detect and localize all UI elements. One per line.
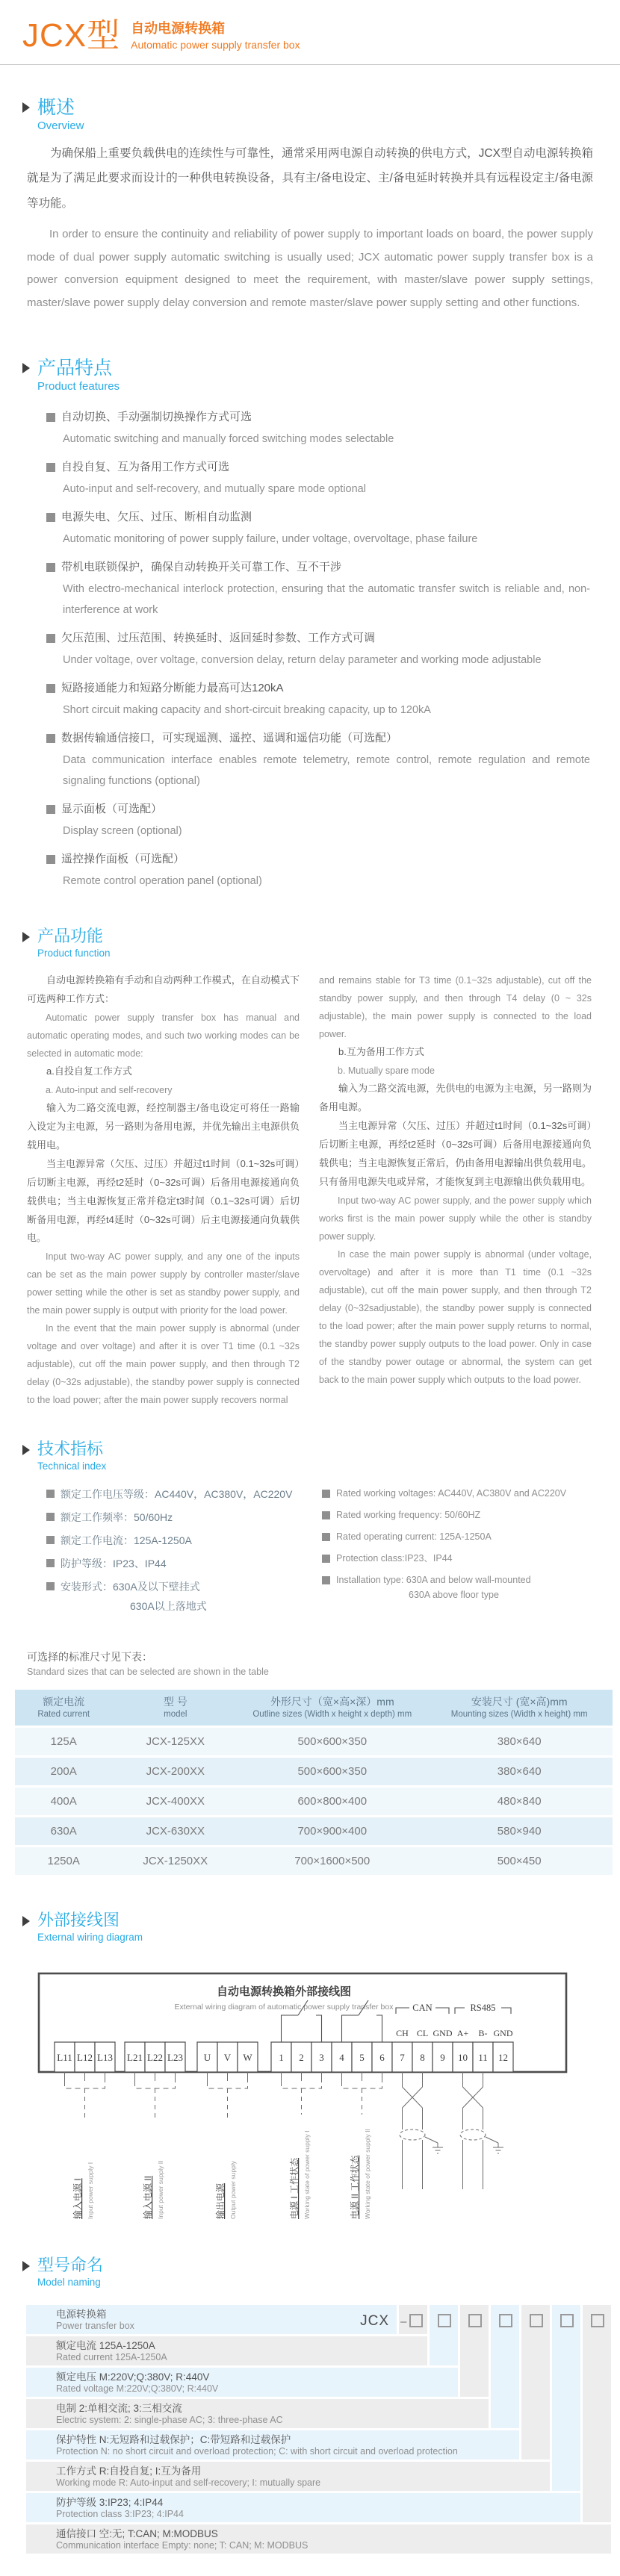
bullet-square-icon [46,463,55,472]
sizes-intro-en: Standard sizes that can be selected are shown in the table [27,1667,269,1678]
bullet-square-icon [46,413,55,422]
naming-row-cn: 额定电压 M:220V;Q:380V; R:440V [56,2371,210,2383]
cell-model: JCX-1250XX [112,1847,238,1875]
section-title-en: Model naming [37,2277,101,2289]
model-code-box [530,2314,543,2327]
function-paragraph: and remains stable for T3 time (0.1~32s adjustable), cut off the standby power supply, and then through T4 delay (0 ~ 32s adjustable), the main power supply is connected to the load power. [319,974,592,1039]
feature-text-cn: 数据传输通信接口，可实现遥测、遥控、遥调和遥信功能（可选配） [61,731,398,744]
product-title-block [131,16,300,52]
svg-text:1: 1 [279,2052,284,2064]
overview-paragraph-cn: 为确保船上重要负载供电的连续性与可靠性，通常采用两电源自动转换的供电方式，JCX型自动电源转换箱就是为了满足此要求而设计的一种供电转换设备，具有主/备电设定、主/备电延时转换并具有远程设定主/备电源等功能。 [27,147,593,210]
tech-item-cn: 安装形式：630A及以下壁挂式 [61,1581,200,1593]
naming-row-en: Rated voltage M:220V;Q:380V; R:440V [56,2383,219,2395]
technical-column-cn [46,1487,322,1623]
model-code-box [409,2314,423,2327]
bullet-square-icon [46,684,55,693]
bullet-square-icon [46,855,55,864]
tech-item-cn: 防护等级：IP23、IP44 [61,1558,167,1570]
function-paragraph: a.自投自复工作方式 [46,1065,132,1077]
svg-text:L23: L23 [167,2052,183,2064]
svg-text:11: 11 [478,2052,488,2064]
svg-text:W: W [243,2052,252,2064]
triangle-bullet-icon [22,1916,30,1926]
svg-text:L13: L13 [97,2052,113,2064]
feature-text-cn: 自投自复、互为备用工作方式可选 [61,460,230,473]
bullet-square-icon [46,513,55,522]
section-title-cn: 型号命名 [37,2256,104,2275]
naming-row [26,2462,550,2491]
naming-row-en: Protection N: no short circuit and overload protection; C: with short circuit and overload protection [56,2446,458,2457]
section-title-en: Technical index [37,1460,107,1472]
svg-text:5: 5 [359,2052,365,2064]
naming-row-en: Working mode R: Auto-input and self-recovery; I: mutually spare [56,2477,321,2489]
svg-text:L11: L11 [57,2052,72,2064]
feature-text-cn: 欠压范围、过压范围、转换延时、返回延时参数、工作方式可调 [61,631,376,644]
wiring-diagram [37,1961,620,2234]
feature-text-cn: 带机电联锁保护，确保自动转换开关可靠工作、互不干涉 [61,560,342,573]
triangle-bullet-icon [22,363,30,373]
rs485-bus-label: RS485 [470,2003,496,2014]
header-en: Mounting sizes (Width x height) mm [450,1710,588,1720]
triangle-bullet-icon [22,2261,30,2271]
product-title-en: Automatic power supply transfer box [131,39,300,51]
sizes-intro [27,1649,620,1679]
feature-item [46,727,590,791]
cell-outline-size: 700×1600×500 [238,1847,426,1875]
section-title-en: Product function [37,947,111,959]
naming-row [26,2336,427,2365]
feature-text-en: Under voltage, over voltage, conversion delay, return delay parameter and working mode adjustable [63,653,542,666]
col-header-outline-sizes [238,1690,426,1726]
section-heading-technical [22,1439,620,1474]
cell-rated-current: 1250A [15,1847,112,1875]
svg-text:Working state of power supply: Working state of power supply II [364,2129,371,2220]
bullet-square-icon [46,1490,55,1498]
table-row [15,1728,613,1755]
function-paragraph: Automatic power supply transfer box has manual and automatic operating modes, and such two working modes can be selected in automatic mode: [27,1012,300,1059]
svg-text:4: 4 [339,2052,344,2064]
feature-text-cn: 遥控操作面板（可选配） [61,852,185,865]
svg-text:输出电源: 输出电源 [215,2183,226,2220]
section-heading-overview [22,96,620,134]
feature-item [46,798,590,841]
naming-row-cn: 额定电流 125A-1250A [56,2340,155,2352]
cell-model: JCX-125XX [112,1728,238,1755]
function-paragraph: a. Auto-input and self-recovery [46,1084,173,1095]
cell-mounting-size: 380×640 [426,1728,613,1755]
naming-row-en: Electric system: 2: single-phase AC; 3: three-phase AC [56,2415,283,2426]
naming-row-cn: 防护等级 3:IP23; 4:IP44 [56,2497,164,2509]
tech-item-cn: 额定工作频率：50/60Hz [61,1511,173,1524]
svg-text:Input power supply II: Input power supply II [157,2160,164,2220]
section-title-cn: 产品特点 [37,357,113,379]
feature-item [46,506,590,550]
feature-item [46,677,590,721]
svg-text:GND: GND [433,2028,453,2039]
overview-paragraph-en: In order to ensure the continuity and reliability of power supply to important loads on board, the power supply mode of dual power supply automatic switching is usually used; JCX automatic power supply transfer box is a power conversion equipment designed to meet the requirement, with master/slave power supply settings, master/slave power supply delay conversion and remote master/slave power supply setting and other functions. [27,227,593,310]
svg-text:2: 2 [299,2052,304,2064]
function-paragraph: Input two-way AC power supply, and any one of the inputs can be set as the main power supply by controller master/slave power setting while the other is set as standby power supply, and the main power supply is output with priority for the load power. [27,1251,300,1316]
cell-model: JCX-400XX [112,1788,238,1815]
cell-model: JCX-630XX [112,1817,238,1845]
model-code-box [499,2314,512,2327]
naming-row [26,2493,580,2522]
function-columns [27,971,592,1409]
svg-text:U: U [203,2052,211,2064]
cell-rated-current: 125A [15,1728,112,1755]
bus-pin-labels [396,2028,513,2038]
function-paragraph: 当主电源异常（欠压、过压）并超过t1时间（0.1~32s可调）后切断主电源，再经t2延时（0~32s可调）后备用电源接通向负载供电；当主电源恢复正常后，仍由备用电源输出供负载用电。只有备用电源失电或异常，才能恢复到主电源输出供负载用电。 [319,1119,592,1187]
tech-item-en: Rated operating current: 125A-1250A [336,1531,492,1543]
naming-row-cn: 工作方式 R:自投自复; I:互为备用 [56,2465,202,2477]
feature-item [46,456,590,500]
twisted-pair-rs485 [460,2072,503,2189]
table-row [15,1758,613,1785]
svg-text:12: 12 [498,2052,508,2064]
model-dash: – [400,2315,407,2329]
svg-text:电源 II 工作状态: 电源 II 工作状态 [350,2156,360,2220]
tech-item-en: Protection class:IP23、IP44 [336,1553,453,1564]
cell-rated-current: 400A [15,1788,112,1815]
section-heading-function [22,926,620,961]
model-prefix: JCX [360,2313,389,2330]
cell-outline-size: 700×900×400 [238,1817,426,1845]
can-bus-label: CAN [412,2003,433,2014]
section-title-en: Product features [37,379,120,393]
triangle-bullet-icon [22,102,30,113]
tech-item-en: Rated working voltages: AC440V, AC380V and AC220V [336,1488,567,1499]
table-header-row [15,1690,613,1726]
tech-item-en-line2: 630A above floor type [409,1590,499,1601]
naming-row-en: Rated current 125A-1250A [56,2352,167,2363]
svg-text:B-: B- [478,2028,488,2039]
feature-text-en: Automatic monitoring of power supply failure, under voltage, overvoltage, phase failure [63,532,478,545]
model-naming-chart [26,2305,611,2554]
feature-text-en: Auto-input and self-recovery, and mutually spare mode optional [63,482,366,495]
feature-item [46,406,590,449]
feature-text-en: Short circuit making capacity and short-circuit breaking capacity, up to 120kA [63,703,431,716]
section-heading-wiring [22,1910,620,1945]
header-cn: 额定电流 [43,1696,85,1708]
svg-text:L22: L22 [147,2052,163,2064]
feature-text-cn: 电源失电、欠压、过压、断相自动监测 [61,510,252,523]
naming-row-en: Protection class 3:IP23; 4:IP44 [56,2509,184,2520]
naming-column-strip [552,2305,580,2491]
svg-text:CL: CL [416,2028,429,2039]
feature-text-cn: 自动切换、手动强制切换操作方式可选 [61,410,252,423]
function-paragraph: 自动电源转换箱有手动和自动两种工作模式，在自动模式下可选两种工作方式： [27,974,300,1004]
svg-text:7: 7 [400,2052,405,2064]
svg-text:电源 I 工作状态: 电源 I 工作状态 [289,2158,300,2220]
svg-text:3: 3 [319,2052,324,2064]
feature-item [46,627,590,671]
overview-body [27,141,593,315]
twisted-pair-can [400,2072,443,2189]
tech-item-en: Rated working frequency: 50/60HZ [336,1510,481,1521]
tech-item-cn: 额定工作电压等级：AC440V，AC380V，AC220V [61,1488,293,1501]
svg-text:V: V [223,2052,232,2064]
header-cn: 型 号 [163,1696,187,1708]
bullet-square-icon [46,563,55,572]
section-heading-naming [22,2255,620,2290]
standard-sizes-table [15,1687,613,1877]
cell-outline-size: 500×600×350 [238,1758,426,1785]
svg-text:L12: L12 [77,2052,93,2064]
naming-row-cn: 电制 2:单相交流; 3:三相交流 [56,2403,182,2415]
section-title-cn: 产品功能 [37,926,104,945]
cell-mounting-size: 500×450 [426,1847,613,1875]
model-code-box [591,2314,604,2327]
col-header-rated-current [15,1690,112,1726]
technical-column-en [322,1487,598,1623]
naming-row-en: Power transfer box [56,2321,134,2332]
bullet-square-icon [46,734,55,743]
model-code-box [438,2314,451,2327]
bullet-square-icon [322,1533,330,1541]
naming-row-cn: 通信接口 空:无; T:CAN; M:MODBUS [56,2528,218,2540]
header-divider [0,64,620,65]
section-title-cn: 概述 [37,97,75,118]
naming-row-en: Communication interface Empty: none; T: CAN; M: MODBUS [56,2540,309,2551]
function-paragraph: b.互为备用工作方式 [338,1045,424,1057]
svg-text:Working state of power supply: Working state of power supply I [303,2130,311,2220]
svg-text:输入电源 I: 输入电源 I [72,2178,83,2220]
section-heading-features [22,357,620,394]
feature-text-en: Automatic switching and manually forced switching modes selectable [63,432,394,445]
feature-text-cn: 短路接通能力和短路分断能力最高可达120kA [61,681,284,694]
section-title-en: External wiring diagram [37,1932,143,1944]
cell-rated-current: 630A [15,1817,112,1845]
feature-list [46,406,590,892]
function-paragraph: 输入为二路交流电源，经控制器主/备电设定可将任一路输入设定为主电源，另一路则为备用电源，并优先输出主电源供负载用电。 [27,1101,300,1151]
naming-row-cn: 保护特性 N:无短路和过载保护；C:带短路和过载保护 [56,2434,291,2446]
bullet-square-icon [322,1576,330,1584]
function-paragraph: 输入为二路交流电源，先供电的电源为主电源，另一路则为备用电源。 [319,1082,592,1113]
product-title-cn: 自动电源转换箱 [131,21,226,36]
bullet-square-icon [46,1536,55,1544]
bullet-square-icon [322,1490,330,1498]
svg-text:6: 6 [379,2052,385,2064]
sizes-intro-cn: 可选择的标准尺寸见下表： [27,1651,152,1664]
bullet-square-icon [46,1559,55,1567]
section-title-en: Overview [37,119,84,132]
bullet-square-icon [322,1511,330,1519]
function-paragraph: Input two-way AC power supply, and the power supply which works first is the main power supply while the other is standby power supply. [319,1195,592,1242]
naming-row [26,2430,519,2460]
col-header-mounting-sizes [426,1690,613,1726]
technical-index [46,1487,598,1623]
header-en: Outline sizes (Width x height x depth) mm [252,1710,412,1720]
function-paragraph: In case the main power supply is abnormal (under voltage, overvoltage) and after it is more than T1 time (0.1 ~32s adjustable), cut off the main power supply, and then through T2 delay (0~32sadjustable), the standby power supply is connected to the load power; after the main power supply returns to normal, the standby power supply outputs to the load power. Only in case of the standby power outage or abnormal, the system can get back to the main power supply which outputs to the load power. [319,1248,592,1385]
triangle-bullet-icon [22,932,30,942]
cell-mounting-size: 380×640 [426,1758,613,1785]
group-label [72,2129,371,2220]
svg-text:输入电源 II: 输入电源 II [143,2176,153,2220]
page-header [0,10,620,55]
cell-mounting-size: 480×840 [426,1788,613,1815]
svg-text:Output power supply: Output power supply [229,2161,237,2220]
svg-text:9: 9 [440,2052,445,2064]
feature-item [46,848,590,892]
cell-mounting-size: 580×940 [426,1817,613,1845]
cell-model: JCX-200XX [112,1758,238,1785]
wiring-diagram-svg [37,1961,568,2230]
svg-text:GND: GND [493,2028,513,2039]
svg-text:8: 8 [420,2052,425,2064]
table-row [15,1817,613,1845]
group-brackets [65,2072,382,2120]
function-paragraph: In the event that the main power supply is abnormal (under voltage and over voltage) and after it is over T1 time (0.1 ~32s adjustable), cut off the main power supply, and then through T2 delay (0~32s adjustable), the standby power supply is connected to the load power; after the main power supply recovers normal [27,1323,300,1406]
product-model-title: JCX型 [22,17,121,54]
bullet-square-icon [46,805,55,814]
bullet-square-icon [46,1582,55,1590]
naming-row [26,2399,489,2428]
naming-row [26,2368,458,2397]
feature-text-en: Data communication interface enables remote telemetry, remote control, remote regulation and remote signaling functions (optional) [63,753,590,787]
section-title-cn: 技术指标 [37,1440,104,1459]
header-en: model [164,1710,187,1720]
naming-column-strip [583,2305,611,2522]
tech-item-cn-line2: 630A以上落地式 [130,1600,207,1613]
diagram-title-en: External wiring diagram of automatic power supply transfer box [174,2003,394,2012]
model-code-box [468,2314,482,2327]
svg-text:Input power supply I: Input power supply I [87,2162,94,2220]
header-cn: 安装尺寸 (宽×高)mm [471,1696,568,1708]
naming-column-strip [521,2305,550,2460]
bullet-square-icon [46,634,55,643]
svg-text:10: 10 [458,2052,468,2064]
cell-outline-size: 600×800×400 [238,1788,426,1815]
header-cn: 外形尺寸（宽×高×深）mm [270,1696,394,1708]
feature-item [46,556,590,620]
bullet-square-icon [322,1555,330,1563]
bullet-square-icon [46,1513,55,1521]
feature-text-en: Display screen (optional) [63,824,182,837]
feature-text-en: Remote control operation panel (optional) [63,874,262,887]
col-header-model [112,1690,238,1726]
feature-text-cn: 显示面板（可选配） [61,802,163,815]
table-row [15,1788,613,1815]
svg-text:A+: A+ [456,2028,469,2039]
table-row [15,1847,613,1875]
function-left-column [27,971,300,1409]
triangle-bullet-icon [22,1445,30,1455]
diagram-title-cn: 自动电源转换箱外部接线图 [216,1985,352,1999]
svg-text:L21: L21 [127,2052,143,2064]
cell-rated-current: 200A [15,1758,112,1785]
function-right-column [319,971,592,1409]
function-paragraph: 当主电源异常（欠压、过压）并超过t1时间（0.1~32s可调）后切断主电源，再经t2延时（0~32s可调）后备用电源接通向负载供电；当主电源恢复正常并稳定t3时间（0.1~32s可调）后切断备用电源，再经t4延时（0~32s可调）后主电源接通向负载供电。 [27,1157,300,1244]
section-title-cn: 外部接线图 [37,1911,120,1930]
naming-row [26,2524,611,2554]
function-paragraph: b. Mutually spare mode [338,1065,435,1076]
tech-item-cn: 额定工作电流：125A-1250A [61,1534,192,1547]
header-en: Rated current [37,1710,90,1720]
naming-row-cn: 电源转换箱 [56,2309,107,2321]
feature-text-en: With electro-mechanical interlock protection, ensuring that the automatic transfer switch is reliable and, non-interference at work [63,582,590,616]
cell-outline-size: 500×600×350 [238,1728,426,1755]
svg-text:CH: CH [396,2028,409,2039]
model-code-box [560,2314,574,2327]
tech-item-en: Installation type: 630A and below wall-mounted [336,1575,531,1586]
